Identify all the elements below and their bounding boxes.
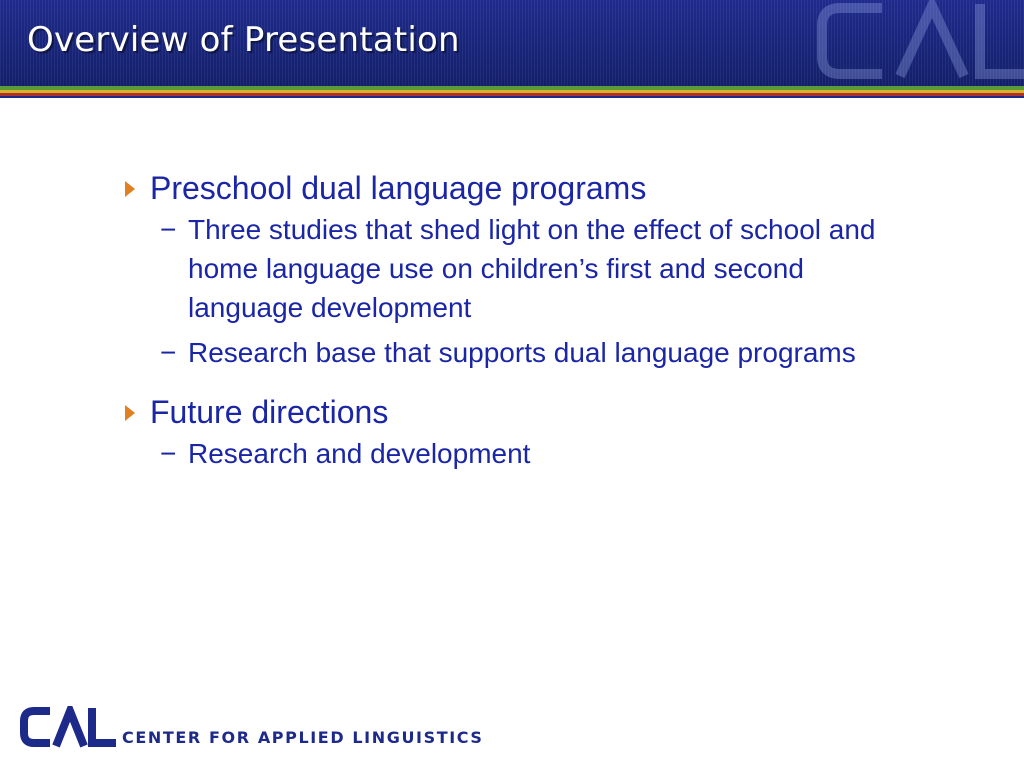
bullet-item (120, 168, 920, 208)
bullet-text: Preschool dual language programs (150, 170, 647, 206)
header-band (0, 0, 1024, 86)
triangle-right-icon (125, 181, 135, 197)
sub-bullet-list (120, 210, 920, 372)
cal-watermark-icon (812, 0, 1024, 86)
sub-bullet-text: Three studies that shed light on the effect of school and home language use on children’s first and second language development (188, 214, 876, 323)
sub-bullet-list (120, 434, 920, 473)
dash-icon: − (160, 214, 177, 245)
sub-bullet-text: Research and development (188, 438, 531, 469)
bullet-text: Future directions (150, 394, 389, 430)
triangle-right-icon (125, 405, 135, 421)
header-stripe-blue (0, 96, 1024, 98)
org-name: CENTER FOR APPLIED LINGUISTICS (122, 728, 484, 747)
bullet-list (120, 168, 920, 479)
dash-icon: − (160, 438, 177, 469)
slide-title: Overview of Presentation (27, 20, 460, 60)
footer-logo (20, 704, 484, 748)
bullet-item (120, 392, 920, 432)
sub-bullet-text: Research base that supports dual language programs (188, 337, 856, 368)
sub-bullet-item (120, 333, 908, 372)
dash-icon: − (160, 337, 177, 368)
sub-bullet-item (120, 434, 908, 473)
sub-bullet-item (120, 210, 908, 327)
cal-logo-icon (20, 706, 116, 748)
